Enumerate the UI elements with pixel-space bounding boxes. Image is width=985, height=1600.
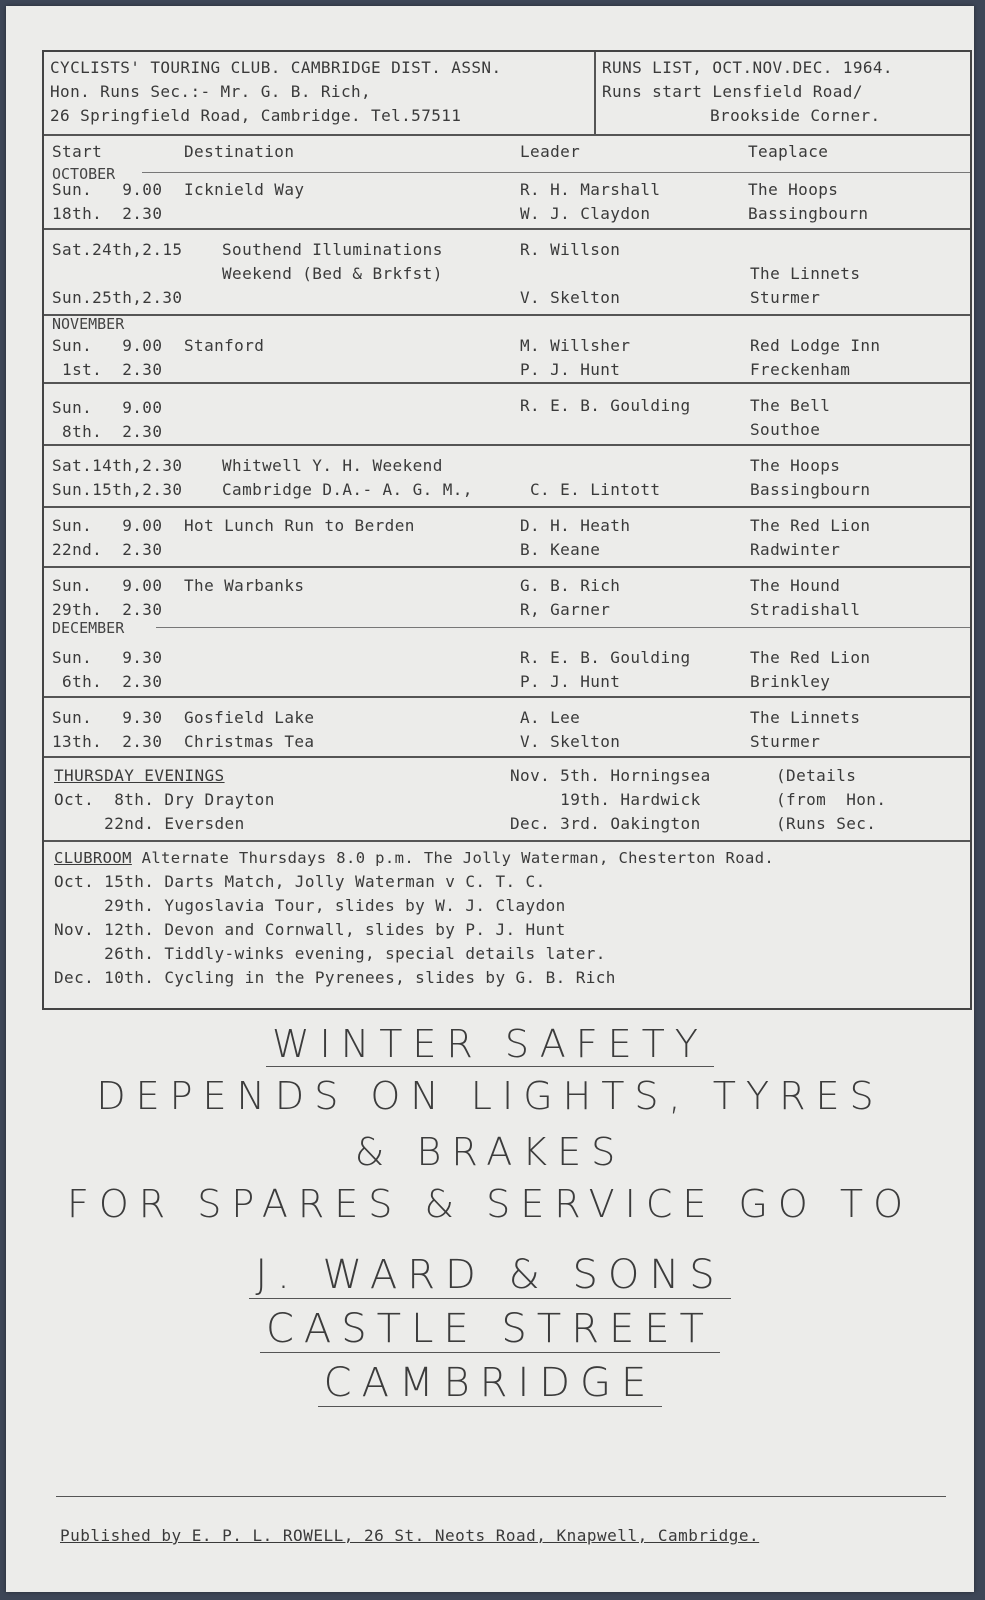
thursday-item: Oct. 8th. Dry Drayton [54,790,275,809]
run-leader: D. H. Heath [520,516,631,535]
run-teaplace: Stradishall [750,600,861,619]
rule [44,134,970,136]
run-destination: Whitwell Y. H. Weekend [222,456,443,475]
advert-text: J. WARD & SONS [249,1252,730,1299]
clubroom-desc: Alternate Thursdays 8.0 p.m. The Jolly Waterman, Chesterton Road. [131,849,775,867]
advert-line [6,1360,974,1406]
run-start: Sat.24th,2.15 [52,240,183,259]
run-start: 22nd. 2.30 [52,540,163,559]
run-destination: The Warbanks [184,576,305,595]
thursday-title: THURSDAY EVENINGS [54,766,225,785]
run-teaplace: Bassingbourn [750,480,871,499]
clubroom-title: CLUBROOM [54,849,132,867]
rule [44,228,970,230]
run-destination: Hot Lunch Run to Berden [184,516,415,535]
rule [44,506,970,508]
thursday-note: (from Hon. [776,790,887,809]
advert-line [6,1306,974,1352]
run-start: Sun. 9.00 [52,398,163,417]
run-leader: B. Keane [520,540,601,559]
run-teaplace: Sturmer [750,732,821,751]
run-teaplace: The Red Lion [750,648,871,667]
rule [44,840,970,842]
run-teaplace: The Red Lion [750,516,871,535]
run-start: Sat.14th,2.30 [52,456,183,475]
rule [56,1496,946,1497]
rule [142,172,970,173]
run-leader: C. E. Lintott [530,480,661,499]
thursday-item: 22nd. Eversden [54,814,245,833]
header-divider [594,52,596,134]
rule [156,627,970,628]
run-teaplace: The Linnets [750,264,861,283]
run-leader: A. Lee [520,708,581,727]
advert-text: CASTLE STREET [260,1306,720,1353]
club-title: CYCLISTS' TOURING CLUB. CAMBRIDGE DIST. ASSN. [50,58,502,77]
run-start: Sun.15th,2.30 [52,480,183,499]
runs-table [42,50,972,1010]
run-teaplace: Sturmer [750,288,821,307]
rule [44,444,970,446]
runs-start-location: Runs start Lensfield Road/ [602,82,863,101]
run-leader: R. H. Marshall [520,180,661,199]
run-start: Sun. 9.30 [52,648,163,667]
rule [44,566,970,568]
clubroom-heading [54,846,774,870]
thursday-note: (Details [776,766,857,785]
run-start: Sun. 9.00 [52,336,163,355]
runs-secretary: Hon. Runs Sec.:- Mr. G. B. Rich, [50,82,372,101]
run-destination: Christmas Tea [184,732,315,751]
run-destination: Icknield Way [184,180,305,199]
run-start: Sun.25th,2.30 [52,288,183,307]
run-leader: W. J. Claydon [520,204,651,223]
clubroom-item: 29th. Yugoslavia Tour, slides by W. J. Claydon [54,896,566,915]
run-teaplace: The Hoops [748,180,839,199]
thursday-item: Nov. 5th. Horningsea [510,766,711,785]
run-destination: Gosfield Lake [184,708,315,727]
run-leader: R. Willson [520,240,621,259]
run-start: Sun. 9.00 [52,180,163,199]
thursday-note: (Runs Sec. [776,814,877,833]
clubroom-item: Nov. 12th. Devon and Cornwall, slides by P. J. Hunt [54,920,566,939]
publisher-footer: Published by E. P. L. ROWELL, 26 St. Neots Road, Knapwell, Cambridge. [60,1526,760,1545]
run-leader: P. J. Hunt [520,672,621,691]
rule [44,756,970,758]
rule [44,314,970,316]
run-leader: P. J. Hunt [520,360,621,379]
col-teaplace: Teaplace [748,142,829,161]
run-teaplace: The Linnets [750,708,861,727]
run-leader: G. B. Rich [520,576,621,595]
run-destination: Stanford [184,336,265,355]
thursday-item: 19th. Hardwick [510,790,701,809]
run-destination: Cambridge D.A.- A. G. M., [222,480,473,499]
advert-text: CAMBRIDGE [318,1360,663,1407]
col-start: Start [52,142,103,161]
run-start: 18th. 2.30 [52,204,163,223]
run-teaplace: The Hound [750,576,841,595]
runs-start-location-2: Brookside Corner. [710,106,881,125]
month-november: NOVEMBER [52,315,125,333]
run-start: Sun. 9.00 [52,576,163,595]
advert-line: & BRAKES [354,1130,626,1174]
advert-line: FOR SPARES & SERVICE GO TO [66,1182,913,1226]
rule [44,382,970,384]
rule [44,696,970,698]
advert-text: WINTER SAFETY [266,1022,714,1067]
run-teaplace: Red Lodge Inn [750,336,881,355]
clubroom-item: 26th. Tiddly-winks evening, special details later. [54,944,606,963]
run-teaplace: Bassingbourn [748,204,869,223]
secretary-address: 26 Springfield Road, Cambridge. Tel.57511 [50,106,462,125]
run-teaplace: The Bell [750,396,831,415]
run-leader: R. E. B. Goulding [520,648,691,667]
run-leader: R, Garner [520,600,611,619]
run-teaplace: Radwinter [750,540,841,559]
advert-line [6,1252,974,1298]
run-destination: Southend Illuminations [222,240,443,259]
run-leader: R. E. B. Goulding [520,396,691,415]
run-start: 1st. 2.30 [52,360,163,379]
col-leader: Leader [520,142,581,161]
run-start: 8th. 2.30 [52,422,163,441]
run-start: 6th. 2.30 [52,672,163,691]
run-leader: V. Skelton [520,732,621,751]
run-teaplace: Southoe [750,420,821,439]
run-destination: Weekend (Bed & Brkfst) [222,264,443,283]
run-start: 29th. 2.30 [52,600,163,619]
run-teaplace: Brinkley [750,672,831,691]
runs-list-sheet [6,6,974,1592]
run-start: 13th. 2.30 [52,732,163,751]
col-destination: Destination [184,142,295,161]
clubroom-item: Dec. 10th. Cycling in the Pyrenees, slides by G. B. Rich [54,968,616,987]
run-teaplace: The Hoops [750,456,841,475]
month-december: DECEMBER [52,619,125,637]
month-october: OCTOBER [52,165,116,183]
thursday-item: Dec. 3rd. Oakington [510,814,701,833]
run-start: Sun. 9.00 [52,516,163,535]
advert-line [6,1022,974,1066]
clubroom-item: Oct. 15th. Darts Match, Jolly Waterman v C. T. C. [54,872,546,891]
runs-list-title: RUNS LIST, OCT.NOV.DEC. 1964. [602,58,893,77]
run-teaplace: Freckenham [750,360,851,379]
run-leader: V. Skelton [520,288,621,307]
run-leader: M. Willsher [520,336,631,355]
advert-line: DEPENDS ON LIGHTS, TYRES [96,1074,884,1118]
run-start: Sun. 9.30 [52,708,163,727]
